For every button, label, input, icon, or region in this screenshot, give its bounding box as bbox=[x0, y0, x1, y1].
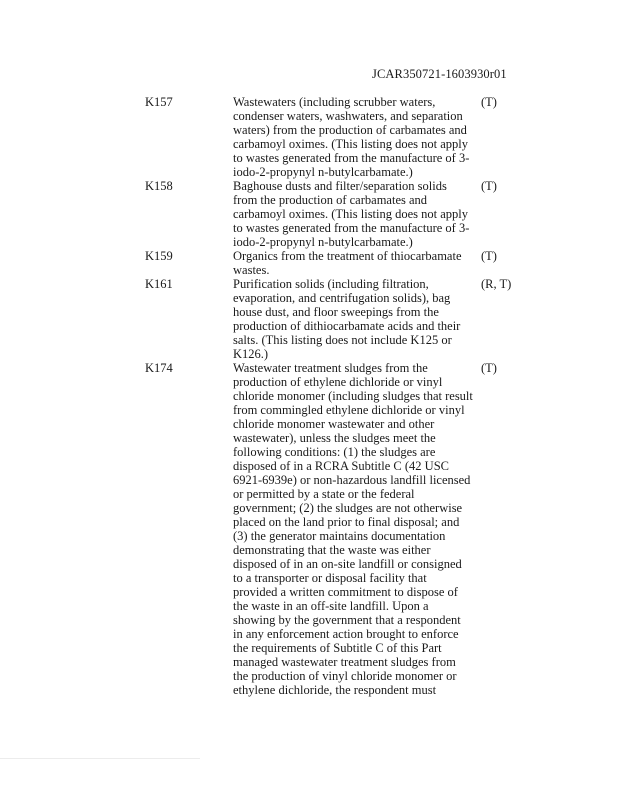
waste-code: K174 bbox=[145, 361, 173, 375]
table-row bbox=[0, 361, 624, 697]
waste-description: Wastewater treatment sludges from the production of ethylene dichloride or vinyl chloride monomer (including sludges that result from commingled ethylene dichloride or vinyl chloride monomer wastewater and other wastewater), unless the sludges meet the following conditions: (1) the sludges are disposed of in a RCRA Subtitle C (42 USC 6921-6939e) or non-hazardous landfill licensed or permitted by a state or the federal government; (2) the sludges are not otherwise placed on the land prior to final disposal; and (3) the generator maintains documentation demonstrating that the waste was either disposed of in an on-site landfill or consigned to a transporter or disposal facility that provided a written commitment to dispose of the waste in an off-site landfill. Upon a showing by the government that a respondent in any enforcement action brought to enforce the requirements of Subtitle C of this Part managed wastewater treatment sludges from the production of vinyl chloride monomer or ethylene dichloride, the respondent must bbox=[233, 361, 473, 697]
hazard-code: (T) bbox=[481, 361, 497, 375]
document-id: JCAR350721-1603930r01 bbox=[372, 67, 507, 81]
hazard-code: (T) bbox=[481, 249, 497, 263]
waste-description: Purification solids (including filtration, evaporation, and centrifugation solids), bag house dust, and floor sweepings from the production of dithiocarbamate acids and their salts. (This listing does not include K125 or K126.) bbox=[233, 277, 461, 361]
footer-divider bbox=[0, 758, 200, 759]
hazard-code: (R, T) bbox=[481, 277, 512, 291]
table-row bbox=[0, 95, 624, 179]
table-row bbox=[0, 277, 624, 361]
waste-description: Wastewaters (including scrubber waters, condenser waters, washwaters, and separation waters) from the production of carbamates and carbamoyl oximes. (This listing does not apply to wastes generated from the manufacture of 3-iodo-2-propynyl n-butylcarbamate.) bbox=[233, 95, 470, 179]
waste-description: Organics from the treatment of thiocarbamate wastes. bbox=[233, 249, 462, 277]
waste-code: K158 bbox=[145, 179, 173, 193]
hazard-code: (T) bbox=[481, 179, 497, 193]
waste-code: K161 bbox=[145, 277, 173, 291]
table-row bbox=[0, 249, 624, 277]
hazard-code: (T) bbox=[481, 95, 497, 109]
waste-code: K159 bbox=[145, 249, 173, 263]
waste-code: K157 bbox=[145, 95, 173, 109]
waste-listing-table bbox=[0, 95, 624, 697]
table-row bbox=[0, 179, 624, 249]
waste-description: Baghouse dusts and filter/separation solids from the production of carbamates and carbamoyl oximes. (This listing does not apply to wastes generated from the manufacture of 3-iodo-2-propynyl n-butylcarbamate.) bbox=[233, 179, 470, 249]
